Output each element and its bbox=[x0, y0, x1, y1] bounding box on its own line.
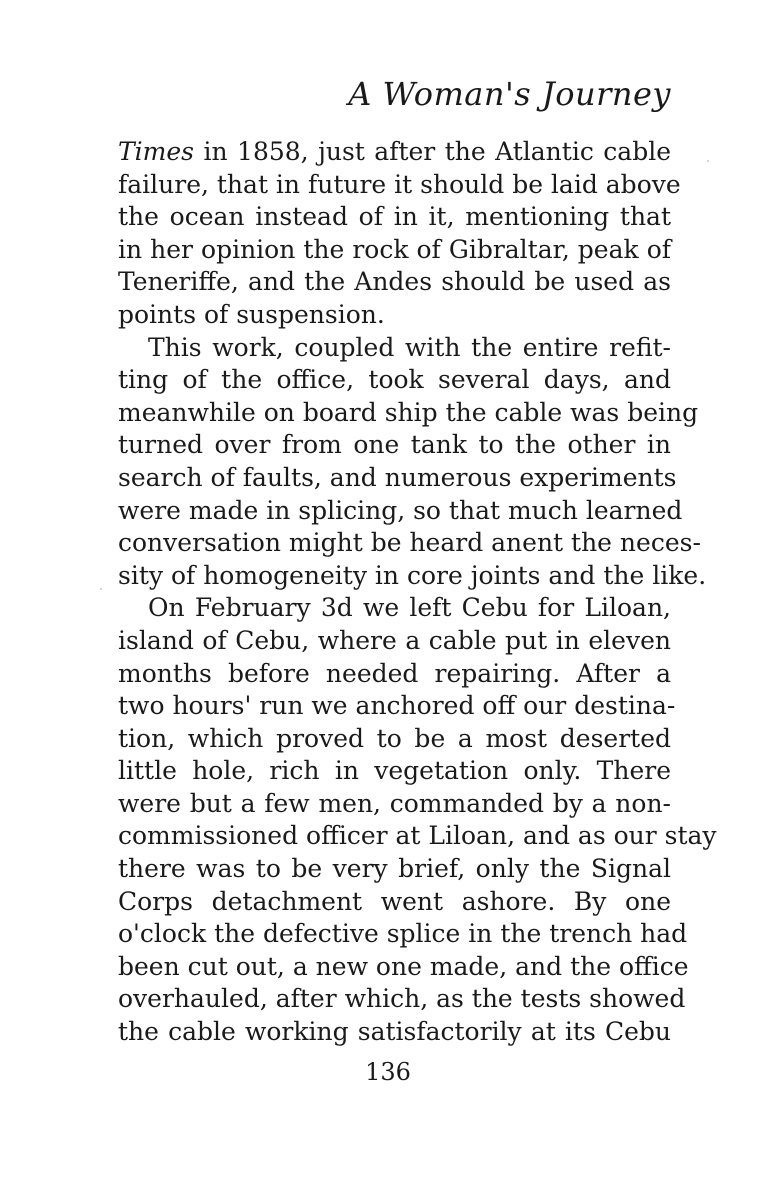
paper-speck bbox=[100, 588, 102, 590]
text-line: o'clock the defective splice in the trench had bbox=[118, 919, 688, 949]
text-line: sity of homogeneity in core joints and the like. bbox=[118, 560, 707, 590]
text-line: the cable working satisfactorily at its Cebu bbox=[118, 1017, 671, 1047]
text-line: commissioned officer at Liloan, and as our stay bbox=[118, 821, 717, 851]
text-line: two hours' run we anchored off our destina- bbox=[118, 691, 676, 721]
text-line: been cut out, a new one made, and the office bbox=[118, 951, 689, 981]
text-line: months before needed repairing. After a bbox=[118, 658, 671, 688]
italic-word: Times bbox=[118, 137, 195, 166]
running-head: A Woman's Journey bbox=[348, 75, 671, 113]
text-line: were made in splicing, so that much learned bbox=[118, 495, 683, 525]
text-line: tion, which proved to be a most deserted bbox=[118, 723, 671, 753]
text-line: search of faults, and numerous experiments bbox=[118, 462, 677, 492]
text-line: On February 3d we left Cebu for Liloan, bbox=[148, 593, 671, 623]
body-text bbox=[118, 136, 717, 1049]
text-line: turned over from one tank to the other in bbox=[118, 430, 671, 460]
text-line: meanwhile on board ship the cable was being bbox=[118, 397, 699, 427]
text-line: points of suspension. bbox=[118, 299, 385, 329]
text-line: little hole, rich in vegetation only. There bbox=[118, 756, 671, 786]
text-line: in her opinion the rock of Gibraltar, peak of bbox=[118, 234, 671, 264]
text-line: there was to be very brief, only the Signal bbox=[118, 854, 671, 884]
text-line: island of Cebu, where a cable put in eleven bbox=[118, 625, 671, 655]
paper-speck bbox=[707, 160, 709, 162]
text-line: the ocean instead of in it, mentioning that bbox=[118, 202, 671, 232]
text-line-rest: in 1858, just after the Atlantic cable bbox=[194, 137, 671, 166]
text-line: Corps detachment went ashore. By one bbox=[118, 886, 671, 916]
text-line: failure, that in future it should be laid above bbox=[118, 169, 681, 199]
text-line: conversation might be heard anent the neces- bbox=[118, 528, 701, 558]
text-line: were but a few men, commanded by a non- bbox=[118, 788, 671, 818]
text-line: This work, coupled with the entire refit- bbox=[148, 332, 671, 362]
text-line: Teneriffe, and the Andes should be used as bbox=[118, 267, 671, 297]
text-line: overhauled, after which, as the tests showed bbox=[118, 984, 686, 1014]
page-number: 136 bbox=[365, 1058, 411, 1086]
text-line bbox=[118, 136, 671, 169]
text-line: ting of the office, took several days, and bbox=[118, 365, 671, 395]
